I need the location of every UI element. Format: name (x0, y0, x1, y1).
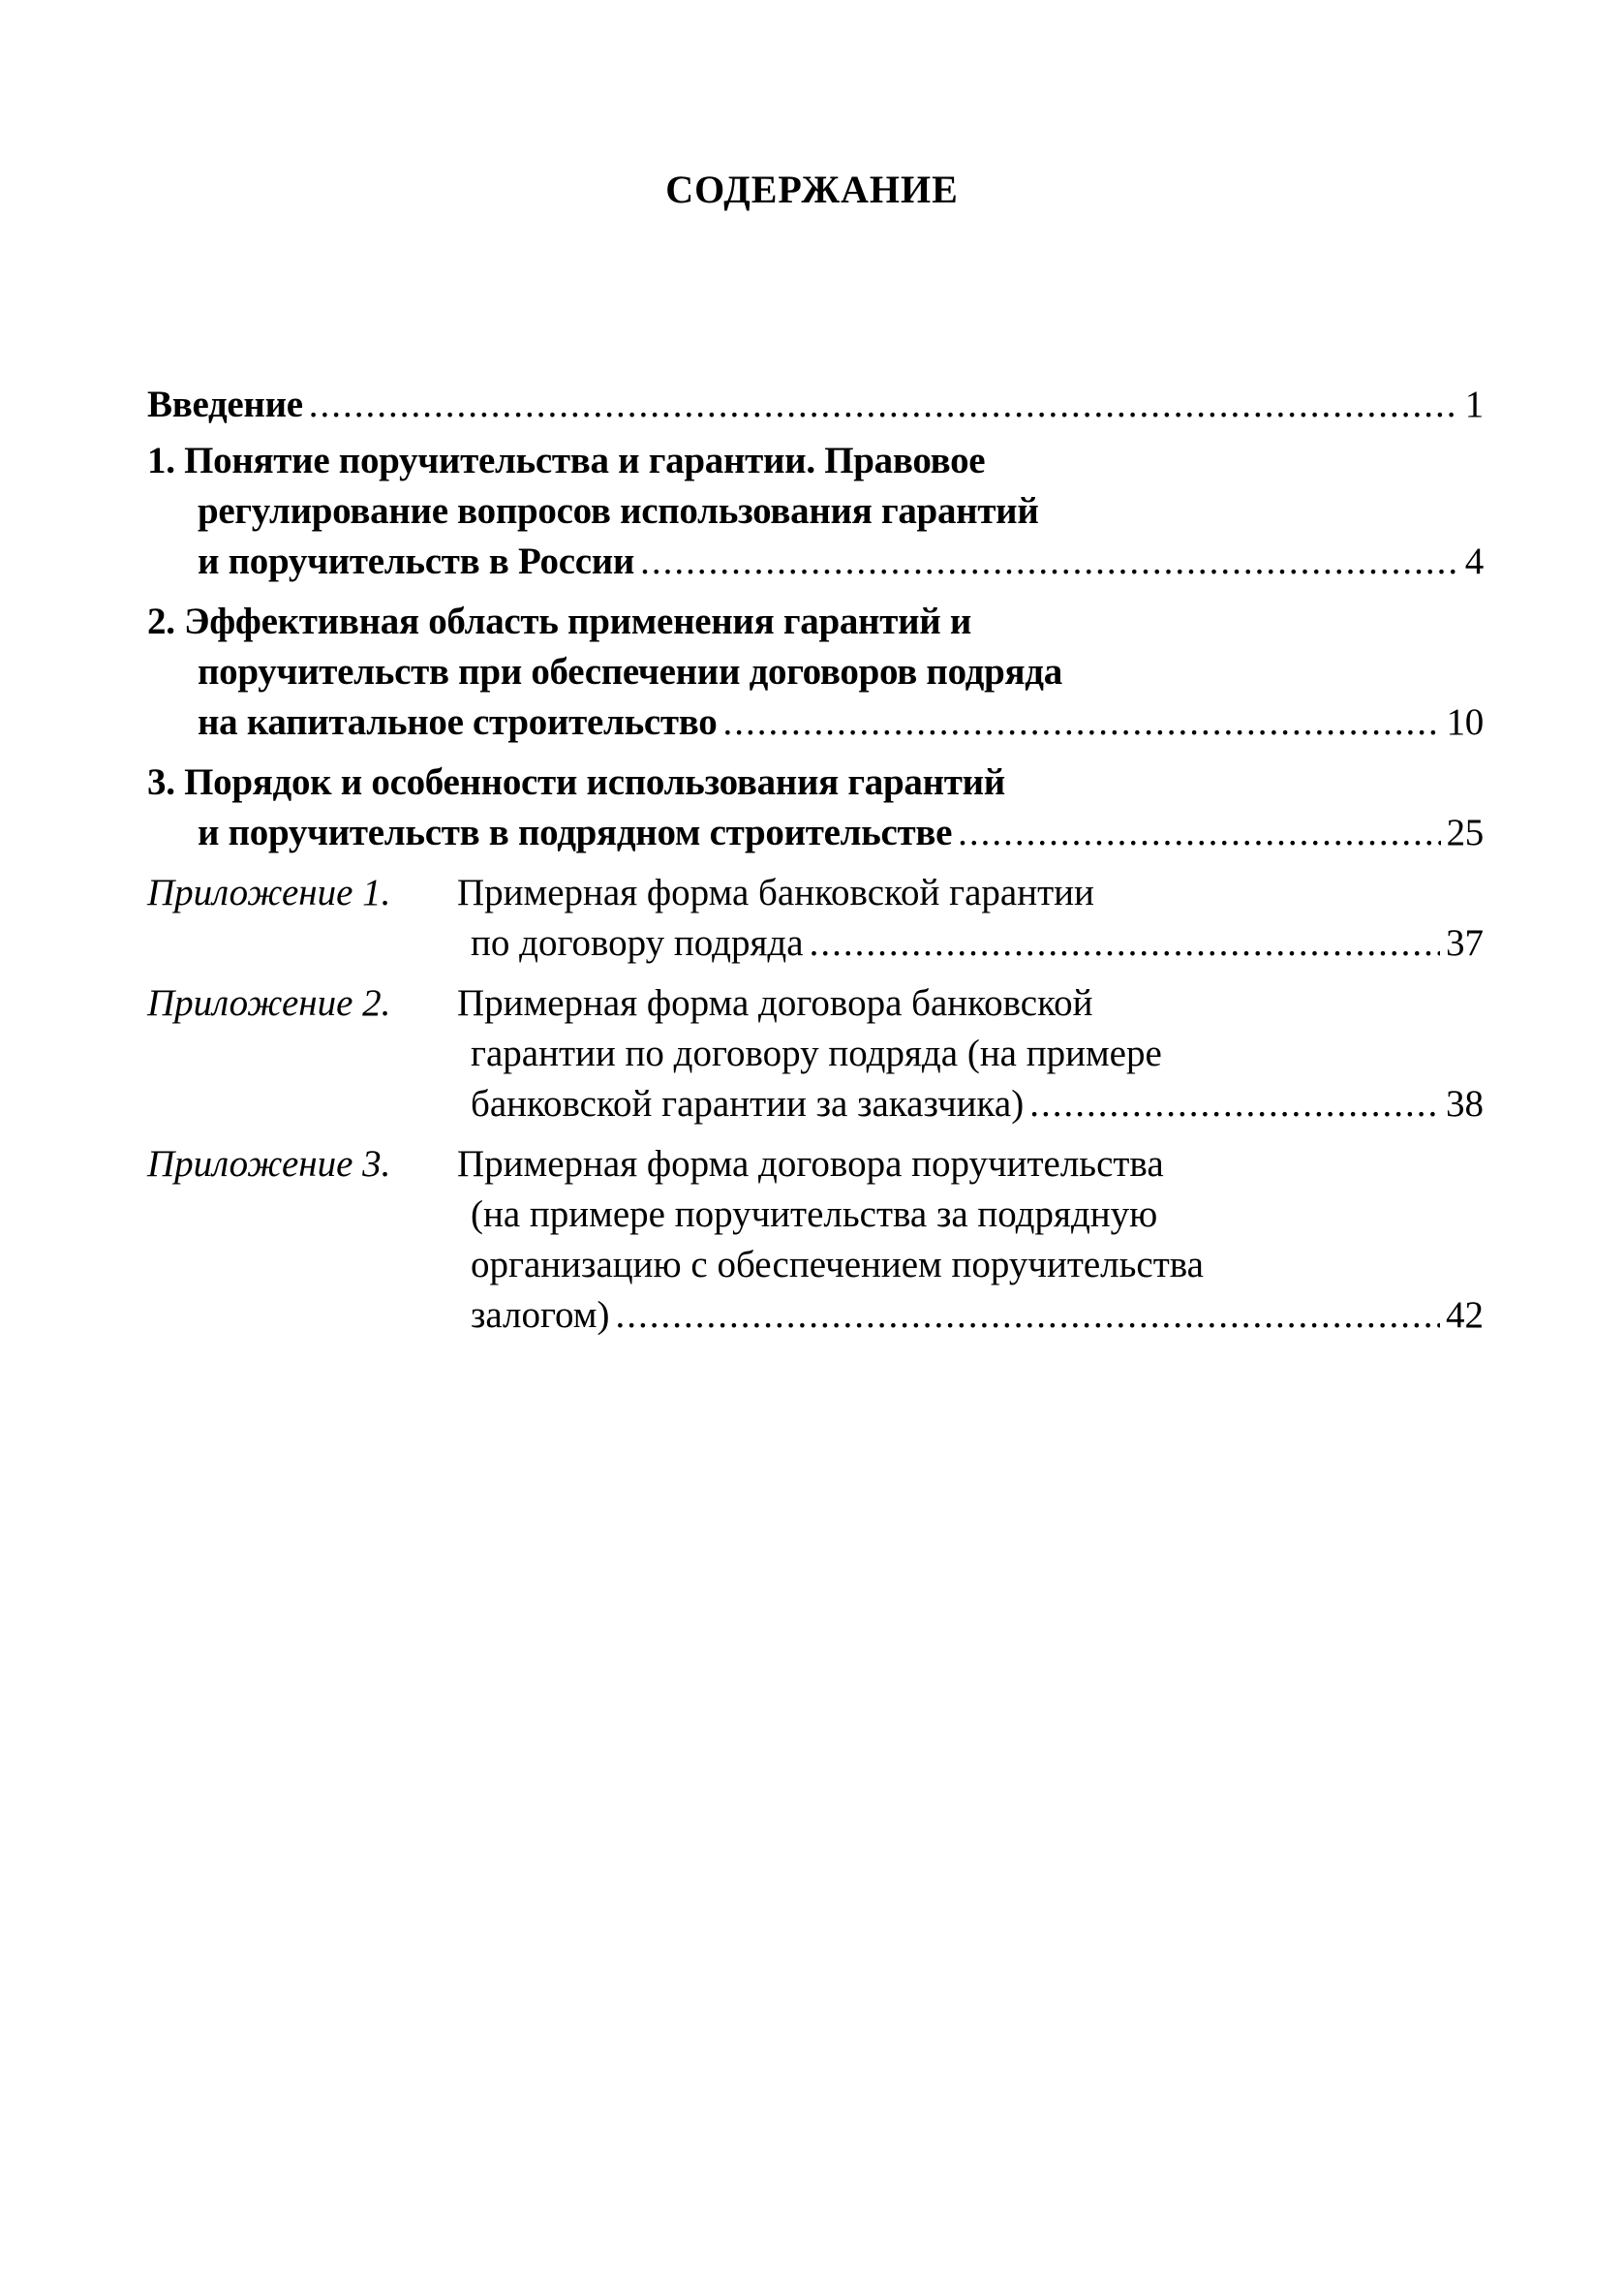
appendix-label: Приложение 2. (147, 982, 391, 1024)
leader-dots (722, 697, 1440, 748)
toc-entry-line (147, 537, 1484, 587)
appendix-title-continuation: банковской гарантии за заказчика) (471, 1083, 1025, 1125)
appendix-body (457, 868, 1484, 969)
appendix-title: Примерная форма договора банковской (457, 982, 1093, 1024)
toc-entry-title-continuation: поручительств при обеспечении договоров подряда (198, 651, 1062, 693)
toc-entry-title-continuation: и поручительств в России (198, 541, 635, 582)
leader-dots (309, 380, 1459, 430)
page-number: 42 (1446, 1294, 1484, 1336)
toc-entry-line (147, 808, 1484, 858)
toc-entry-title: 3. Порядок и особенности использования гарантий (147, 761, 1005, 803)
toc-entry-line (457, 1079, 1484, 1129)
toc-entry-line (147, 697, 1484, 748)
leader-dots (958, 808, 1440, 858)
toc-entry-title: 2. Эффективная область применения гарантий и (147, 601, 972, 642)
leader-dots (615, 1290, 1440, 1341)
appendix-title-continuation: гарантии по договору подряда (на примере (471, 1033, 1162, 1074)
page-number: 10 (1446, 701, 1484, 743)
toc-entry-title-continuation: на капитальное строительство (198, 701, 718, 743)
appendix-body (457, 978, 1484, 1129)
leader-dots (810, 918, 1440, 969)
appendix-body (457, 1139, 1484, 1341)
toc-entry-introduction[interactable] (147, 380, 1484, 430)
toc-entry-title: Введение (147, 384, 303, 425)
table-of-contents (147, 380, 1484, 1341)
toc-entry-section-3[interactable] (147, 758, 1484, 858)
toc-entry-title-continuation: регулирование вопросов использования гарантий (198, 490, 1039, 532)
page-title: СОДЕРЖАНИЕ (665, 168, 959, 211)
appendix-label: Приложение 3. (147, 1143, 391, 1185)
appendix-title: Примерная форма банковской гарантии (457, 872, 1094, 913)
leader-dots (640, 537, 1459, 587)
appendix-title: Примерная форма договора поручительства (457, 1143, 1164, 1185)
toc-entry-appendix-3[interactable] (147, 1139, 1484, 1341)
toc-entry-section-2[interactable] (147, 597, 1484, 748)
page-number: 4 (1464, 541, 1484, 582)
toc-entry-appendix-2[interactable] (147, 978, 1484, 1129)
appendix-title-continuation: организацию с обеспечением поручительства (471, 1244, 1204, 1285)
appendix-title-continuation: залогом) (471, 1294, 610, 1336)
toc-entry-line (457, 918, 1484, 969)
leader-dots (1029, 1079, 1440, 1129)
page-number: 1 (1464, 384, 1484, 425)
toc-entry-line (147, 380, 1484, 430)
appendix-label: Приложение 1. (147, 872, 391, 913)
toc-entry-title-continuation: и поручительств в подрядном строительстве (198, 812, 953, 853)
page-number: 37 (1446, 922, 1484, 964)
appendix-title-continuation: (на примере поручительства за подрядную (471, 1193, 1158, 1235)
appendix-title-continuation: по договору подряда (471, 922, 804, 964)
toc-entry-section-1[interactable] (147, 436, 1484, 587)
toc-entry-line (457, 1290, 1484, 1341)
page-number: 38 (1446, 1083, 1484, 1125)
page-number: 25 (1446, 812, 1484, 853)
toc-entry-appendix-1[interactable] (147, 868, 1484, 969)
toc-entry-title: 1. Понятие поручительства и гарантии. Правовое (147, 440, 986, 481)
